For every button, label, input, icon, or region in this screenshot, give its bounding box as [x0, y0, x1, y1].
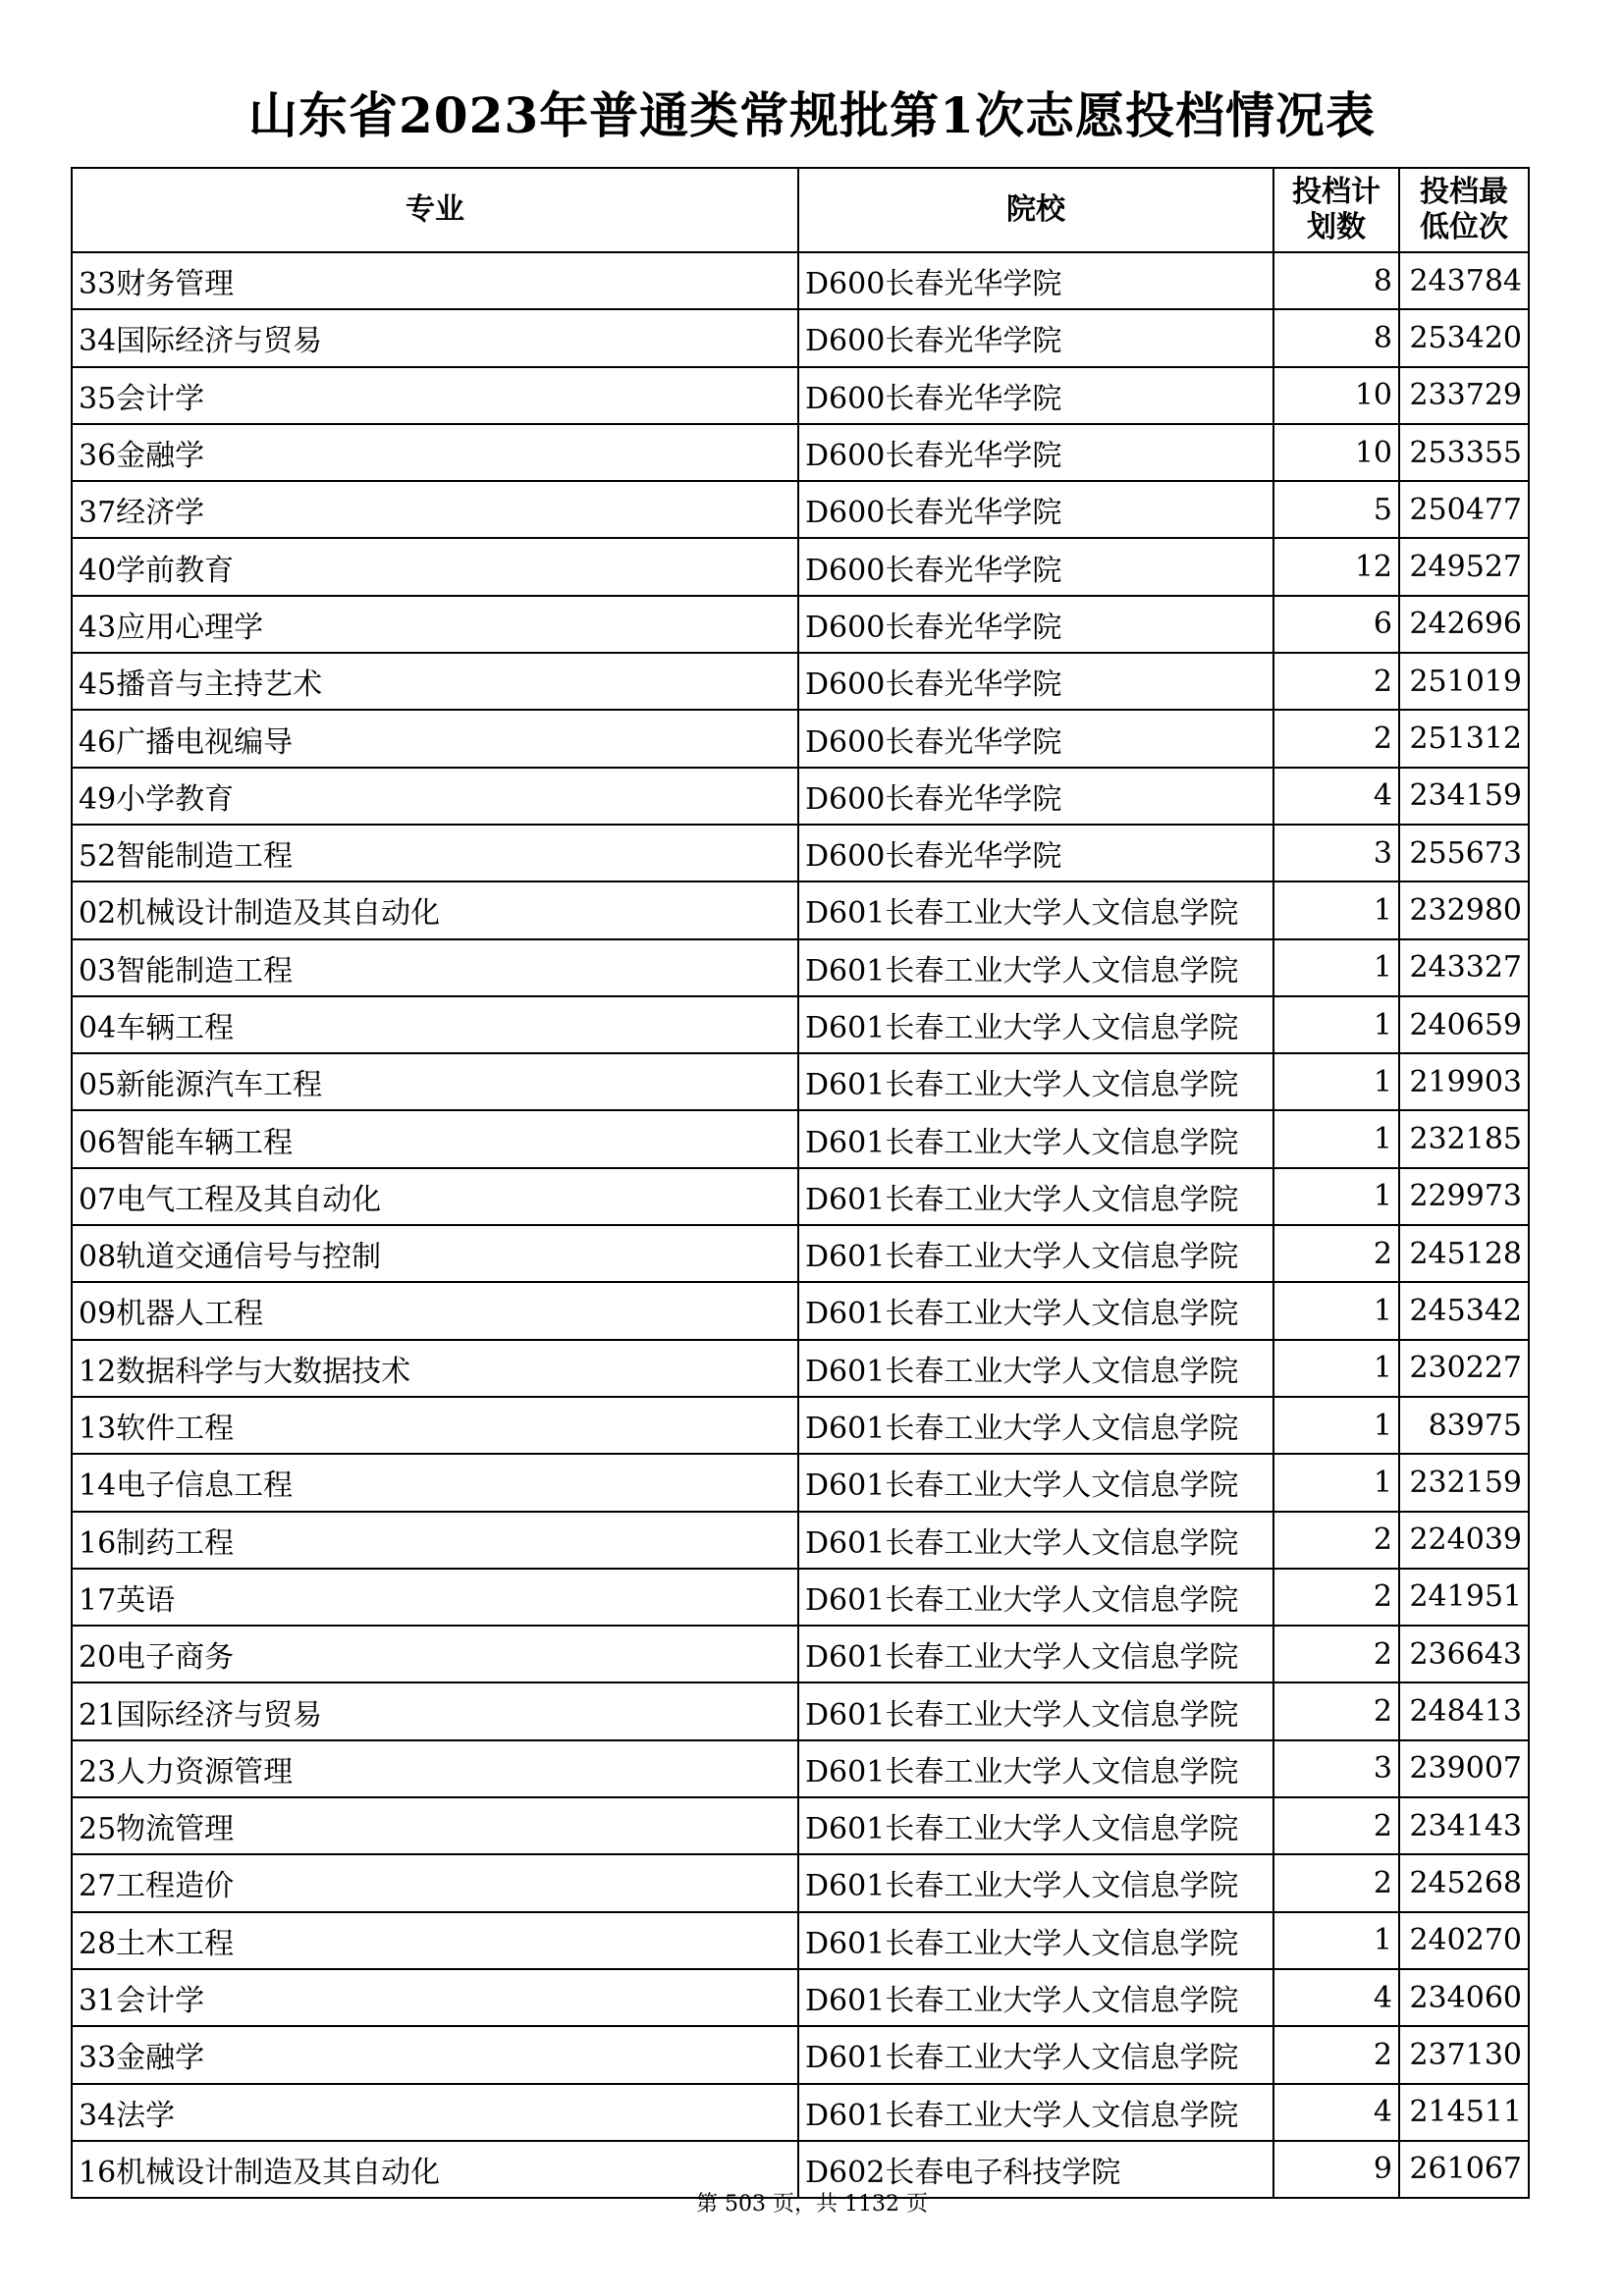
- cell-school: D601长春工业大学人文信息学院: [798, 1854, 1273, 1911]
- cell-plan: 2: [1273, 1797, 1399, 1854]
- cell-major: 25物流管理: [72, 1797, 798, 1854]
- table-row: [72, 1225, 1529, 1282]
- cell-plan: 1: [1273, 1168, 1399, 1225]
- cell-school: D600长春光华学院: [798, 596, 1273, 653]
- cell-rank: 239007: [1399, 1740, 1529, 1797]
- cell-plan: 4: [1273, 768, 1399, 825]
- table-row: [72, 1512, 1529, 1569]
- cell-school: D601长春工业大学人文信息学院: [798, 1912, 1273, 1969]
- cell-major: 34国际经济与贸易: [72, 309, 798, 366]
- cell-rank: 219903: [1399, 1053, 1529, 1110]
- cell-school: D600长春光华学院: [798, 825, 1273, 881]
- cell-plan: 8: [1273, 309, 1399, 366]
- cell-major: 03智能制造工程: [72, 939, 798, 996]
- table-row: [72, 1797, 1529, 1854]
- table-row: [72, 768, 1529, 825]
- header-rank: 投档最低位次: [1399, 168, 1529, 252]
- cell-rank: 245342: [1399, 1282, 1529, 1339]
- cell-school: D601长春工业大学人文信息学院: [798, 939, 1273, 996]
- cell-school: D601长春工业大学人文信息学院: [798, 1225, 1273, 1282]
- cell-rank: 251019: [1399, 653, 1529, 710]
- cell-rank: 233729: [1399, 367, 1529, 424]
- table-row: [72, 1626, 1529, 1682]
- cell-school: D601长春工业大学人文信息学院: [798, 1797, 1273, 1854]
- cell-school: D601长春工业大学人文信息学院: [798, 996, 1273, 1053]
- table-row: [72, 1110, 1529, 1167]
- cell-plan: 1: [1273, 1053, 1399, 1110]
- cell-plan: 1: [1273, 881, 1399, 938]
- cell-rank: 251312: [1399, 710, 1529, 767]
- cell-rank: 245128: [1399, 1225, 1529, 1282]
- cell-major: 05新能源汽车工程: [72, 1053, 798, 1110]
- cell-school: D601长春工业大学人文信息学院: [798, 1969, 1273, 2026]
- cell-school: D602长春电子科技学院: [798, 2141, 1273, 2198]
- cell-major: 40学前教育: [72, 538, 798, 595]
- cell-rank: 240270: [1399, 1912, 1529, 1969]
- cell-plan: 3: [1273, 1740, 1399, 1797]
- cell-rank: 253355: [1399, 424, 1529, 481]
- cell-school: D601长春工业大学人文信息学院: [798, 1626, 1273, 1682]
- cell-major: 02机械设计制造及其自动化: [72, 881, 798, 938]
- cell-rank: 229973: [1399, 1168, 1529, 1225]
- cell-school: D600长春光华学院: [798, 367, 1273, 424]
- table-row: [72, 424, 1529, 481]
- cell-plan: 8: [1273, 252, 1399, 309]
- table-row: [72, 881, 1529, 938]
- cell-plan: 12: [1273, 538, 1399, 595]
- cell-school: D601长春工业大学人文信息学院: [798, 1282, 1273, 1339]
- cell-major: 13软件工程: [72, 1397, 798, 1454]
- table-row: [72, 1854, 1529, 1911]
- cell-school: D601长春工业大学人文信息学院: [798, 2026, 1273, 2083]
- cell-rank: 234143: [1399, 1797, 1529, 1854]
- cell-major: 16制药工程: [72, 1512, 798, 1569]
- cell-rank: 230227: [1399, 1340, 1529, 1397]
- table-row: [72, 939, 1529, 996]
- table-row: [72, 996, 1529, 1053]
- cell-plan: 1: [1273, 1340, 1399, 1397]
- cell-rank: 249527: [1399, 538, 1529, 595]
- cell-plan: 9: [1273, 2141, 1399, 2198]
- cell-major: 14电子信息工程: [72, 1454, 798, 1511]
- cell-school: D601长春工业大学人文信息学院: [798, 1397, 1273, 1454]
- cell-major: 45播音与主持艺术: [72, 653, 798, 710]
- cell-major: 34法学: [72, 2084, 798, 2141]
- table-row: [72, 1397, 1529, 1454]
- table-row: [72, 538, 1529, 595]
- cell-school: D601长春工业大学人文信息学院: [798, 1454, 1273, 1511]
- header-plan: 投档计划数: [1273, 168, 1399, 252]
- page-footer: 第 503 页，共 1132 页: [696, 2192, 928, 2216]
- cell-major: 20电子商务: [72, 1626, 798, 1682]
- cell-plan: 5: [1273, 481, 1399, 538]
- table-row: [72, 1454, 1529, 1511]
- cell-major: 27工程造价: [72, 1854, 798, 1911]
- cell-plan: 1: [1273, 1110, 1399, 1167]
- cell-major: 36金融学: [72, 424, 798, 481]
- cell-school: D601长春工业大学人文信息学院: [798, 1569, 1273, 1626]
- cell-plan: 6: [1273, 596, 1399, 653]
- cell-plan: 1: [1273, 996, 1399, 1053]
- cell-rank: 242696: [1399, 596, 1529, 653]
- cell-school: D601长春工业大学人文信息学院: [798, 1053, 1273, 1110]
- table-row: [72, 481, 1529, 538]
- cell-rank: 253420: [1399, 309, 1529, 366]
- cell-rank: 232980: [1399, 881, 1529, 938]
- table-row: [72, 309, 1529, 366]
- cell-school: D600长春光华学院: [798, 481, 1273, 538]
- cell-rank: 237130: [1399, 2026, 1529, 2083]
- cell-plan: 2: [1273, 2026, 1399, 2083]
- cell-major: 16机械设计制造及其自动化: [72, 2141, 798, 2198]
- cell-plan: 1: [1273, 939, 1399, 996]
- cell-major: 35会计学: [72, 367, 798, 424]
- cell-major: 31会计学: [72, 1969, 798, 2026]
- cell-school: D601长春工业大学人文信息学院: [798, 881, 1273, 938]
- cell-plan: 1: [1273, 1282, 1399, 1339]
- cell-major: 49小学教育: [72, 768, 798, 825]
- cell-major: 04车辆工程: [72, 996, 798, 1053]
- table-row: [72, 1053, 1529, 1110]
- cell-major: 37经济学: [72, 481, 798, 538]
- cell-school: D601长春工业大学人文信息学院: [798, 1512, 1273, 1569]
- cell-plan: 4: [1273, 2084, 1399, 2141]
- table-row: [72, 710, 1529, 767]
- cell-plan: 2: [1273, 1512, 1399, 1569]
- cell-plan: 1: [1273, 1912, 1399, 1969]
- table-row: [72, 1168, 1529, 1225]
- cell-plan: 1: [1273, 1454, 1399, 1511]
- table-row: [72, 1912, 1529, 1969]
- cell-plan: 2: [1273, 1569, 1399, 1626]
- cell-major: 52智能制造工程: [72, 825, 798, 881]
- cell-rank: 236643: [1399, 1626, 1529, 1682]
- table-row: [72, 653, 1529, 710]
- cell-major: 28土木工程: [72, 1912, 798, 1969]
- cell-rank: 243784: [1399, 252, 1529, 309]
- table-row: [72, 1740, 1529, 1797]
- cell-rank: 83975: [1399, 1397, 1529, 1454]
- cell-rank: 248413: [1399, 1682, 1529, 1739]
- page-title: 山东省2023年普通类常规批第1次志愿投档情况表: [248, 86, 1376, 144]
- cell-school: D600长春光华学院: [798, 768, 1273, 825]
- cell-major: 12数据科学与大数据技术: [72, 1340, 798, 1397]
- cell-school: D600长春光华学院: [798, 424, 1273, 481]
- cell-plan: 4: [1273, 1969, 1399, 2026]
- table-row: [72, 2084, 1529, 2141]
- cell-rank: 261067: [1399, 2141, 1529, 2198]
- cell-school: D600长春光华学院: [798, 309, 1273, 366]
- cell-major: 09机器人工程: [72, 1282, 798, 1339]
- cell-major: 21国际经济与贸易: [72, 1682, 798, 1739]
- cell-plan: 2: [1273, 1682, 1399, 1739]
- cell-major: 33财务管理: [72, 252, 798, 309]
- cell-rank: 224039: [1399, 1512, 1529, 1569]
- table-row: [72, 1282, 1529, 1339]
- table-row: [72, 825, 1529, 881]
- cell-major: 07电气工程及其自动化: [72, 1168, 798, 1225]
- table-row: [72, 2026, 1529, 2083]
- cell-school: D601长春工业大学人文信息学院: [798, 1740, 1273, 1797]
- cell-rank: 234060: [1399, 1969, 1529, 2026]
- cell-plan: 2: [1273, 1225, 1399, 1282]
- table-row: [72, 252, 1529, 309]
- cell-plan: 10: [1273, 367, 1399, 424]
- cell-school: D601长春工业大学人文信息学院: [798, 1682, 1273, 1739]
- table-body: [72, 252, 1529, 2198]
- cell-major: 33金融学: [72, 2026, 798, 2083]
- table-row: [72, 1569, 1529, 1626]
- cell-rank: 245268: [1399, 1854, 1529, 1911]
- cell-major: 43应用心理学: [72, 596, 798, 653]
- cell-school: D601长春工业大学人文信息学院: [798, 2084, 1273, 2141]
- cell-rank: 240659: [1399, 996, 1529, 1053]
- cell-rank: 243327: [1399, 939, 1529, 996]
- cell-school: D600长春光华学院: [798, 252, 1273, 309]
- cell-school: D601长春工业大学人文信息学院: [798, 1340, 1273, 1397]
- table-row: [72, 1969, 1529, 2026]
- cell-plan: 10: [1273, 424, 1399, 481]
- cell-plan: 1: [1273, 1397, 1399, 1454]
- cell-rank: 255673: [1399, 825, 1529, 881]
- cell-plan: 2: [1273, 710, 1399, 767]
- cell-plan: 2: [1273, 1626, 1399, 1682]
- table-row: [72, 367, 1529, 424]
- cell-plan: 2: [1273, 653, 1399, 710]
- cell-school: D600长春光华学院: [798, 653, 1273, 710]
- cell-plan: 3: [1273, 825, 1399, 881]
- cell-rank: 232185: [1399, 1110, 1529, 1167]
- table-row: [72, 1340, 1529, 1397]
- table-header-row: [72, 168, 1529, 252]
- cell-rank: 232159: [1399, 1454, 1529, 1511]
- admission-table: [71, 167, 1530, 2199]
- header-major: 专业: [72, 168, 798, 252]
- table-row: [72, 1682, 1529, 1739]
- header-school: 院校: [798, 168, 1273, 252]
- cell-school: D601长春工业大学人文信息学院: [798, 1168, 1273, 1225]
- cell-rank: 241951: [1399, 1569, 1529, 1626]
- cell-school: D601长春工业大学人文信息学院: [798, 1110, 1273, 1167]
- cell-rank: 250477: [1399, 481, 1529, 538]
- cell-rank: 214511: [1399, 2084, 1529, 2141]
- cell-school: D600长春光华学院: [798, 710, 1273, 767]
- cell-major: 46广播电视编导: [72, 710, 798, 767]
- cell-major: 06智能车辆工程: [72, 1110, 798, 1167]
- cell-major: 23人力资源管理: [72, 1740, 798, 1797]
- table-row: [72, 596, 1529, 653]
- cell-major: 17英语: [72, 1569, 798, 1626]
- cell-plan: 2: [1273, 1854, 1399, 1911]
- cell-school: D600长春光华学院: [798, 538, 1273, 595]
- cell-major: 08轨道交通信号与控制: [72, 1225, 798, 1282]
- cell-rank: 234159: [1399, 768, 1529, 825]
